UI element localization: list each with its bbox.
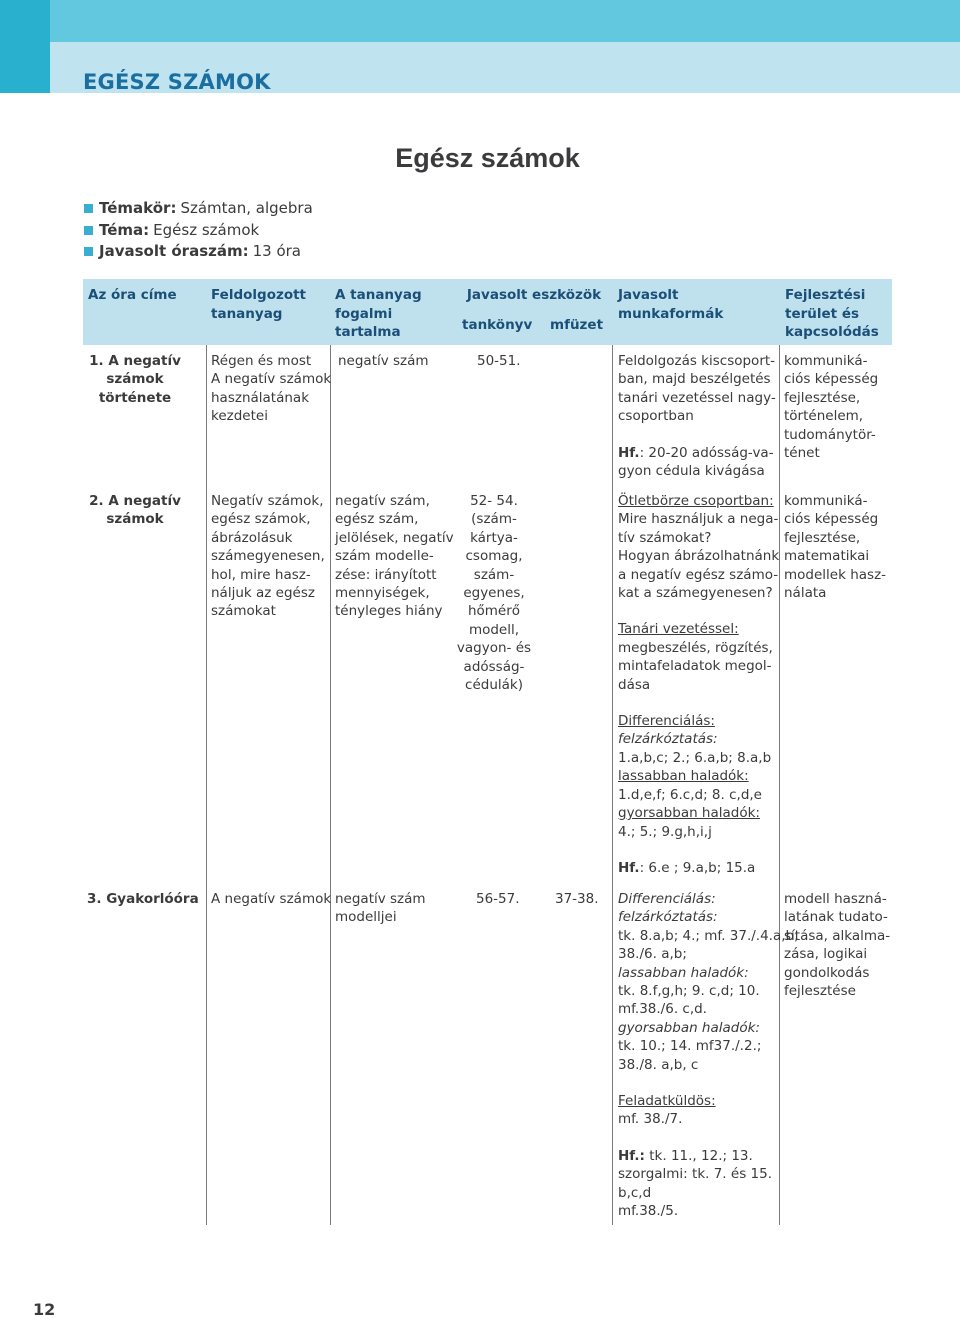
row3-title: 3. Gyakorlóóra	[87, 891, 199, 907]
row1-concepts: negatív szám	[338, 353, 429, 369]
meta-value: Számtan, algebra	[180, 199, 313, 217]
meta-theme	[84, 220, 313, 242]
col-header-material: Feldolgozott tananyag	[211, 287, 307, 322]
meta-label: Javasolt óraszám:	[99, 242, 249, 260]
row1-title: 1. A negatív számok története	[89, 353, 181, 406]
row1-work: Feldolgozás kiscsoport- ban, majd beszélgetés tanári vezetéssel nagy- csoportban Hf.: 20-20 adósság-va- gyon cédula kivágása	[618, 353, 776, 480]
row2-tankonyv: 52- 54. (szám- kártya- csomag, szám- egyenes, hőmérő modell, vagyon- és adósság- cédulák)	[456, 493, 532, 694]
col-header-concepts: A tananyag fogalmi tartalma	[335, 287, 422, 340]
row3-tankonyv: 56-57.	[476, 891, 520, 907]
meta-value: Egész számok	[153, 220, 260, 239]
meta-hours	[84, 241, 313, 263]
column-divider	[612, 345, 613, 1225]
meta-topic	[84, 198, 313, 220]
bullet-square-icon	[84, 247, 93, 256]
row2-concepts: negatív szám, egész szám, jelölések, negatív szám modelle- zése: irányított mennyiségek, tényleges hiány	[335, 493, 454, 620]
row1-tankonyv: 50-51.	[477, 353, 521, 369]
column-divider	[330, 345, 331, 1225]
page-title: Egész számok	[395, 143, 580, 173]
col-header-mfuzet: mfüzet	[550, 317, 604, 333]
row3-work: Differenciálás: felzárkóztatás: tk. 8.a,b; 4.; mf. 37./.4.a,b; 38./6. a,b; lassabban haladók: tk. 8.f,g,h; 9. c,d; 10. mf.38./6. c,d. gyorsabban haladók: tk. 10.; 14. mf37./.2.; 38./8. a,b, c Feladatküldös: mf. 38./7. Hf.: tk. 11., 12.; 13. szorgalmi: tk. 7. és 15. b,c,d mf.38./5.	[618, 891, 799, 1220]
row2-title: 2. A negatív számok	[89, 493, 181, 528]
header-left-stripe	[0, 0, 50, 93]
row3-development: modell haszná- latának tudato- sítása, alkalma- zása, logikai gondolkodás fejlesztése	[784, 891, 891, 1000]
meta-label: Téma:	[99, 220, 150, 239]
chapter-title: EGÉSZ SZÁMOK	[83, 70, 271, 94]
meta-value: 13 óra	[252, 242, 302, 260]
row3-concepts: negatív szám modelljei	[335, 891, 426, 926]
bullet-square-icon	[84, 204, 93, 213]
col-header-title: Az óra címe	[88, 287, 177, 303]
row1-material: Régen és most A negatív számok használatának kezdetei	[211, 353, 332, 425]
col-header-tools: Javasolt eszközök	[466, 287, 602, 303]
row2-work: Ötletbörze csoportban: Mire használjuk a nega- tív számokat? Hogyan ábrázolhatnánk a negatív egész számo- kat a számegyenesen? Tanári vezetéssel: megbeszélés, rögzítés, mintafeladatok megol- dása Differenciálás: felzárkóztatás: 1.a,b,c; 2.; 6.a,b; 8.a,b lassabban haladók: 1.d,e,f; 6.c,d; 8. c,d,e gyorsabban haladók: 4.; 5.; 9.g,h,i,j Hf.: 6.e ; 9.a,b; 15.a	[618, 493, 780, 876]
row1-development: kommuniká- ciós képesség fejlesztése, történelem, tudománytör- ténet	[784, 353, 879, 462]
row2-material: Negatív számok, egész számok, ábrázolásuk számegyenesen, hol, mire hasz- náljuk az egész számokat	[211, 493, 325, 620]
row3-mfuzet: 37-38.	[555, 891, 599, 907]
col-header-tankonyv: tankönyv	[462, 317, 533, 333]
header-top-stripe	[50, 0, 960, 42]
bullet-square-icon	[84, 226, 93, 235]
col-header-work: Javasolt munkaformák	[618, 287, 724, 322]
meta-label: Témakör:	[99, 199, 177, 217]
page-number: 12	[33, 1300, 56, 1319]
meta-list	[84, 198, 313, 263]
column-divider	[206, 345, 207, 1225]
row2-development: kommuniká- ciós képesség fejlesztése, matematikai modellek hasz- nálata	[784, 493, 887, 602]
col-header-development: Fejlesztési terület és kapcsolódás	[785, 287, 879, 340]
row3-material: A negatív számok	[211, 891, 332, 907]
